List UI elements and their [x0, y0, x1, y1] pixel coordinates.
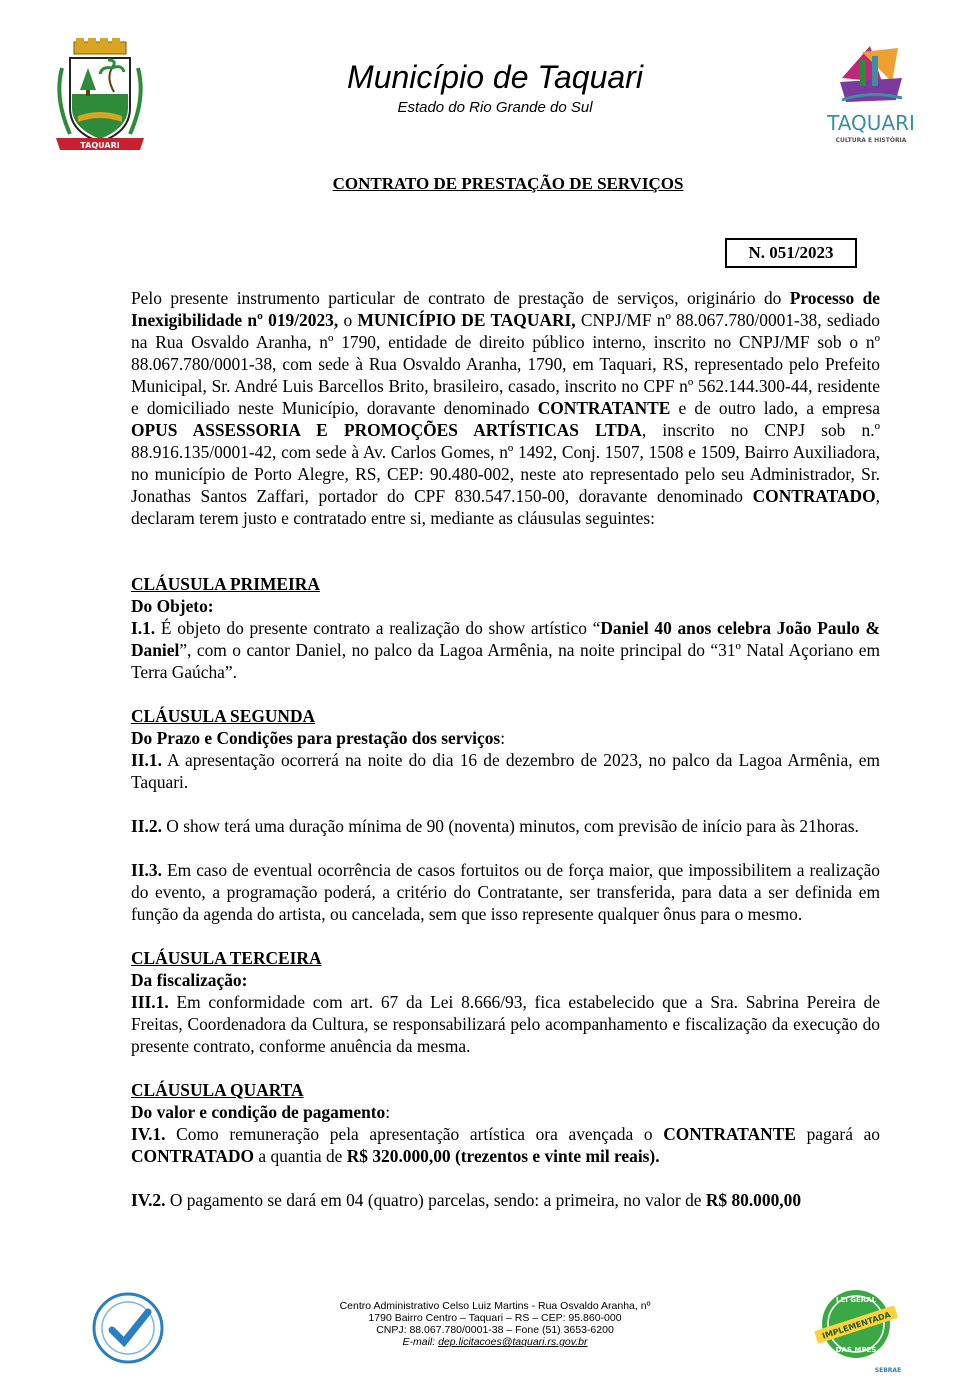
footer-address: [300, 1300, 690, 1348]
taquari-culture-logo-icon: [812, 38, 930, 156]
clause1-subtitle: Do Objeto:: [131, 596, 214, 616]
logo-tagline: CULTURA E HISTÓRIA: [835, 137, 907, 144]
page-header-subtitle: Estado do Rio Grande do Sul: [397, 99, 593, 116]
footer-line1: Centro Administrativo Celso Luiz Martins - Rua Osvaldo Aranha, nº: [339, 1300, 651, 1312]
clause3-item1: III.1. Em conformidade com art. 67 da Lei 8.666/93, fica estabelecido que a Sra. Sabrina Pereira de Freitas, Coordenadora da Cultura, se responsabilizará pelo acompanhamento e fiscalização da execução do presente contrato, conforme anuência da mesma.: [131, 992, 880, 1056]
clause2-item3: II.3. Em caso de eventual ocorrência de casos fortuitos ou de força maior, que impossibilitem a realização do evento, a programação poderá, a critério do Contratante, ser transferida, para data a ser definida em função da agenda do artista, ou cancelada, sem que isso represente qualquer ônus para o mesmo.: [131, 860, 880, 924]
seal-mid-label: IMPLEMENTADA: [821, 1310, 892, 1341]
municipal-crest-icon: [48, 38, 152, 160]
crest-banner-label: TAQUARI: [80, 141, 120, 150]
seal-top-label: LEI GERAL: [835, 1296, 877, 1304]
empreendedor-seal-icon: [88, 1288, 168, 1368]
footer-email-link[interactable]: dep.licitacoes@taquari.rs.gov.br: [438, 1336, 588, 1348]
seal-brand-label: SEBRAE: [874, 1367, 902, 1374]
contract-title: CONTRATO DE PRESTAÇÃO DE SERVIÇOS: [332, 174, 684, 193]
clause1-title: CLÁUSULA PRIMEIRA: [131, 574, 320, 594]
clause2-item1: II.1. A apresentação ocorrerá na noite do dia 16 de dezembro de 2023, no palco da Lagoa Armênia, em Taquari.: [131, 750, 880, 792]
logo-name: TAQUARI: [827, 111, 915, 135]
contract-body: [131, 287, 880, 1211]
clause1-item1: I.1. É objeto do presente contrato a realização do show artístico “Daniel 40 anos celebra João Paulo & Daniel”, com o cantor Daniel, no palco da Lagoa Armênia, na noite principal do “31º Natal Açoriano em Terra Gaúcha”.: [131, 618, 880, 682]
footer-line2: 1790 Bairro Centro – Taquari – RS – CEP: 95.860-000: [368, 1312, 622, 1324]
lei-geral-seal-icon: [808, 1284, 904, 1374]
clause3-subtitle: Da fiscalização:: [131, 970, 248, 990]
footer-email-line: E-mail: dep.licitacoes@taquari.rs.gov.br: [402, 1336, 588, 1348]
contract-number-box: N. 051/2023: [725, 238, 857, 268]
clause2-item2: II.2. O show terá uma duração mínima de 90 (noventa) minutos, com previsão de início para às 21horas.: [131, 816, 859, 836]
clause4-item2: IV.2. O pagamento se dará em 04 (quatro) parcelas, sendo: a primeira, no valor de R$ 80.000,00: [131, 1190, 802, 1210]
clause2-subtitle: Do Prazo e Condições para prestação dos serviços:: [131, 728, 506, 748]
intro-paragraph: Pelo presente instrumento particular de contrato de prestação de serviços, originário do Processo de Inexigibilidade nº 019/2023, o MUNICÍPIO DE TAQUARI, CNPJ/MF nº 88.067.780/0001-38, sediado na Rua Osvaldo Aranha, nº 1790, entidade de direito público interno, inscrito no CNPJ/MF sob o nº 88.067.780/0001-38, com sede à Rua Osvaldo Aranha, 1790, em Taquari, RS, representado pelo Prefeito Municipal, Sr. André Luis Barcellos Brito, brasileiro, casado, inscrito no CPF nº 562.144.300-44, residente e domiciliado neste Município, doravante denominado CONTRATANTE e de outro lado, a empresa OPUS ASSESSORIA E PROMOÇÕES ARTÍSTICAS LTDA, inscrito no CNPJ sob n.º 88.916.135/0001-42, com sede à Av. Carlos Gomes, nº 1492, Conj. 1507, 1508 e 1509, Bairro Auxiliadora, no município de Porto Alegre, RS, CEP: 90.480-002, neste ato representado pelo seu Administrador, Sr. Jonathas Santos Zaffari, portador do CPF 830.547.150-00, doravante denominado CONTRATADO, declaram terem justo e contratado entre si, mediante as cláusulas seguintes:: [131, 288, 880, 528]
page-header-title: Município de Taquari: [347, 59, 643, 95]
clause3-title: CLÁUSULA TERCEIRA: [131, 948, 322, 968]
seal-bottom-label: DAS MPES: [835, 1346, 877, 1354]
clause4-title: CLÁUSULA QUARTA: [131, 1080, 304, 1100]
clause4-item1: IV.1. Como remuneração pela apresentação artística ora avençada o CONTRATANTE pagará ao CONTRATADO a quantia de R$ 320.000,00 (trezentos e vinte mil reais).: [131, 1124, 880, 1166]
clause2-title: CLÁUSULA SEGUNDA: [131, 706, 316, 726]
footer-line3: CNPJ: 88.067.780/0001-38 – Fone (51) 3653-6200: [376, 1324, 614, 1336]
clause4-subtitle: Do valor e condição de pagamento:: [131, 1102, 391, 1122]
